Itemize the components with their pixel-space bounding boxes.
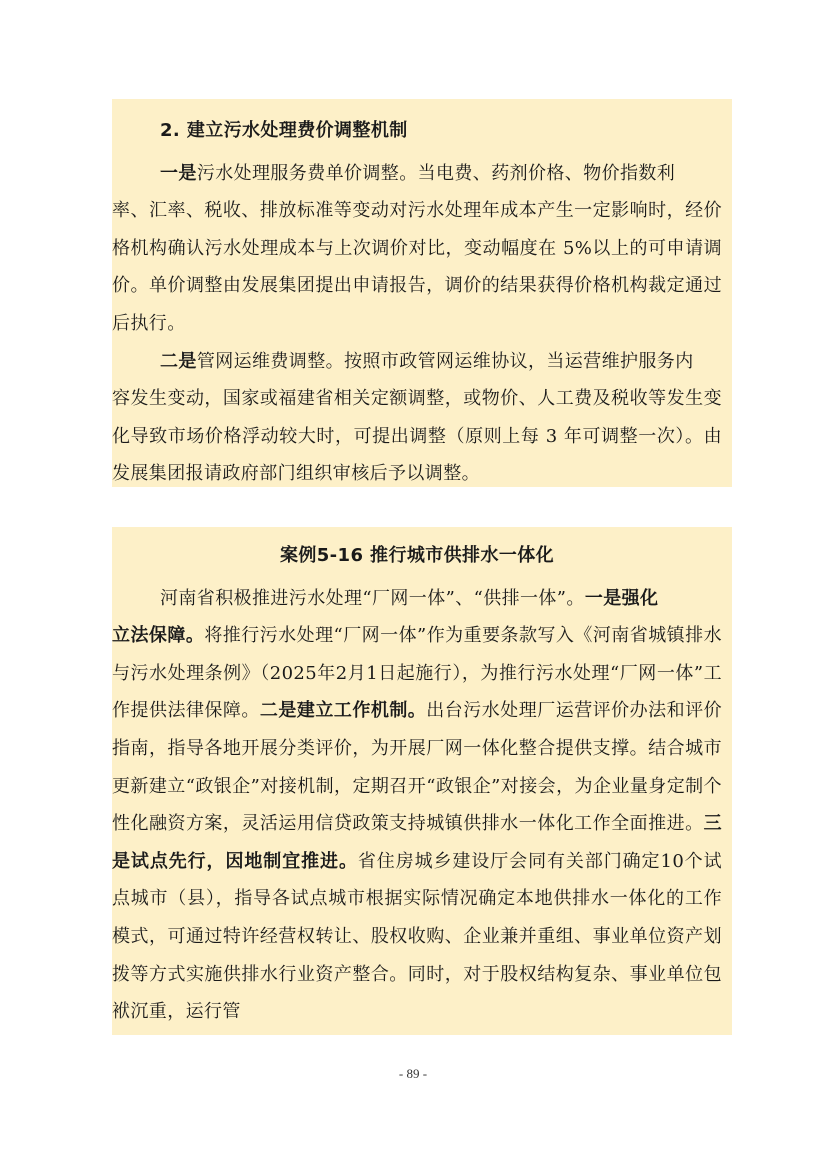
case-emphasis: 立法保障。 [112, 625, 205, 647]
paragraph-text: 污水处理服务费单价调整。当电费、药剂价格、物价指数利 [196, 162, 676, 184]
case-study-box [112, 527, 732, 1035]
paragraph-network-fee [160, 343, 722, 381]
case-text: 河南省积极推进污水处理“厂网一体”、“供排一体”。 [160, 587, 585, 609]
case-emphasis: 三是试点先行，因地制宜推进。 [112, 813, 722, 872]
case-title: 案例5-16 推行城市供排水一体化 [279, 545, 555, 566]
case-emphasis: 一是强化 [584, 587, 659, 609]
section-heading: 2. 建立污水处理费价调整机制 [160, 120, 408, 141]
case-paragraph-continuation [112, 617, 722, 1031]
case-text: 省住房城乡建设厅会同有关部门确定10个试点城市（县），指导各试点城市根据实际情况确定本地供排水一体化的工作模式，可通过特许经营权转让、股权收购、企业兼并重组、事业单位资产划拨等方式实施供排水行业资产整合。同时，对于股权结构复杂、事业单位包袱沉重，运行管 [112, 850, 723, 1023]
paragraph-label: 二是 [160, 350, 197, 372]
page-number: - 89 - [398, 1066, 428, 1081]
case-emphasis: 二是建立工作机制。 [259, 700, 427, 722]
case-text: 出台污水处理厂运营评价办法和评价指南，指导各地开展分类评价，为开展厂网一体化整合提供支撑。结合城市更新建立“政银企”对接机制，定期召开“政银企”对接会，为企业量身定制个性化融资方案，灵活运用信贷政策支持城镇供排水一体化工作全面推进。 [112, 700, 722, 835]
paragraph-continuation: 率、汇率、税收、排放标准等变动对污水处理年成本产生一定影响时，经价格机构确认污水处理成本与上次调价对比，变动幅度在 5%以上的可申请调价。单价调整由发展集团提出申请报告，调价的结果获得价格机构裁定通过后执行。 [112, 200, 722, 334]
paragraph-continuation: 容发生变动，国家或福建省相关定额调整，或物价、人工费及税收等发生变化导致市场价格浮动较大时，可提出调整（原则上每 3 年可调整一次）。由发展集团报请政府部门组织审核后予以调整。 [112, 388, 722, 485]
policy-section-box [112, 99, 732, 487]
case-paragraph [160, 580, 722, 618]
paragraph-unit-price [160, 155, 722, 193]
paragraph-text: 管网运维费调整。按照市政管网运维协议，当运营维护服务内 [196, 350, 694, 372]
case-text: 将推行污水处理“厂网一体”作为重要条款写入《河南省城镇排水与污水处理条例》（2025年2月1日起施行），为推行污水处理“厂网一体”工作提供法律保障。 [112, 625, 722, 722]
paragraph-label: 一是 [160, 162, 197, 184]
